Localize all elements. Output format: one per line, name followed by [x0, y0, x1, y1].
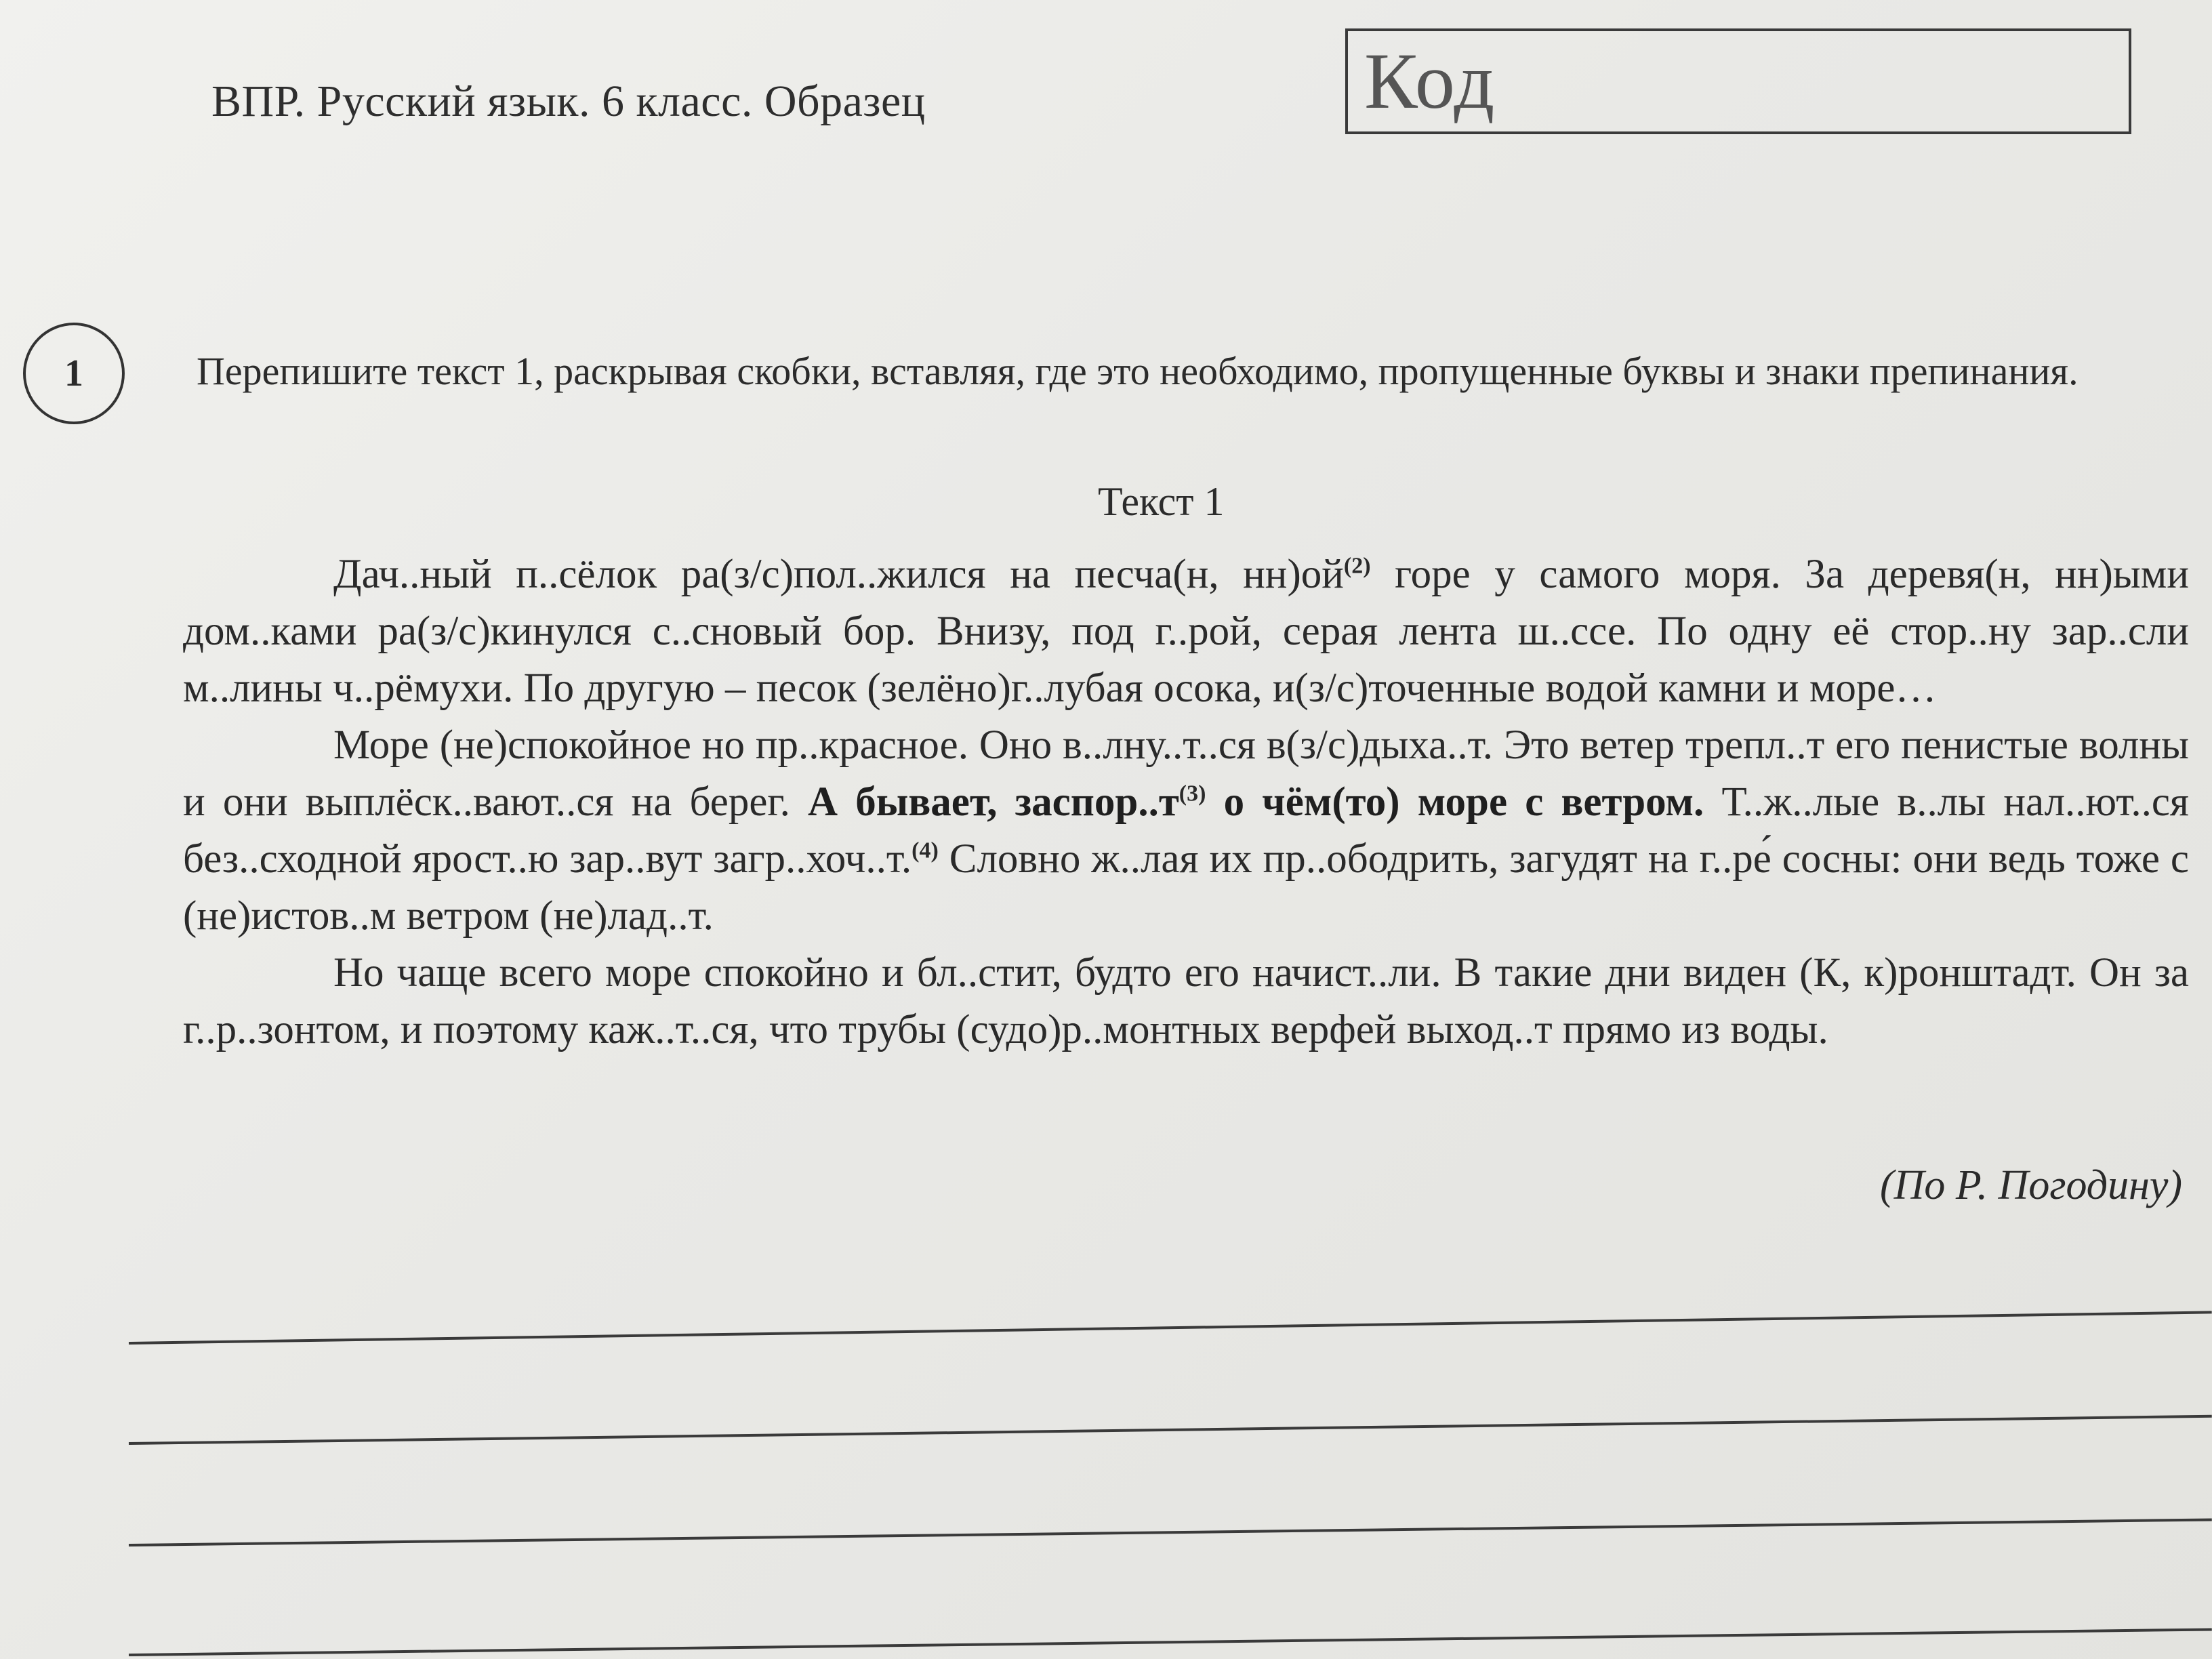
task-number-badge: 1: [23, 323, 125, 424]
exercise-text: [183, 546, 2189, 1059]
footnote-marker-4: (4): [912, 838, 939, 863]
footnote-marker-3: (3): [1179, 781, 1206, 806]
paragraph-1: [183, 546, 2189, 717]
answer-line[interactable]: [129, 1628, 2212, 1656]
bold-sentence-part-b: о чём(то) море с ветром.: [1206, 779, 1704, 825]
code-field-box: [1345, 28, 2131, 134]
answer-line[interactable]: [129, 1518, 2212, 1547]
paragraph-2-part-c: Словно ж..лая их пр..ободрить, загудят на г..ре́ сосны: они ведь тоже с (не)истов..м ветром (не)лад..т.: [183, 836, 2189, 939]
author-attribution: (По Р. Погодину): [1879, 1162, 2182, 1208]
paragraph-2-part-a: Море (не)спокойное но пр..красное. Оно в..лну..т..ся в(з/с)дыха..т. Это ветер трепл..т его пенистые волны и они выплёск..вают..ся на берег.: [183, 722, 2189, 825]
paragraph-1-part-b: горе у самого моря. За деревя(н, нн)ыми дом..ками ра(з/с)кинулся с..сновый бор. Внизу, под г..рой, серая лента ш..ссе. По одну её стор..ну зар..сли м..лины ч..рёмухи. По другую – песок (зелёно)г..лубая осока, и(з/с)точенные водой камни и море…: [183, 552, 2189, 711]
bold-sentence-part-a: А бывает, заспор..т: [808, 779, 1179, 825]
text-heading: Текст 1: [1098, 479, 1225, 524]
paragraph-2: [183, 717, 2189, 945]
paragraph-3: Но чаще всего море спокойно и бл..стит, будто его начист..ли. В такие дни виден (К, к)ронштадт. Он за г..р..зонтом, и поэтому каж..т..ся, что трубы (судо)р..монтных верфей выход..т прямо из воды.: [183, 950, 2189, 1052]
paragraph-2-part-b: Т..ж..лые в..лы нал..ют..ся без..сходной ярост..ю зар..вут загр..хоч..т.: [183, 779, 2189, 882]
page-title: ВПР. Русский язык. 6 класс. Образец: [211, 77, 926, 126]
answer-line[interactable]: [129, 1311, 2212, 1345]
answer-line[interactable]: [129, 1415, 2212, 1445]
code-label: Код: [1364, 37, 1496, 125]
paragraph-1-part-a: Дач..ный п..сёлок ра(з/с)пол..жился на песча(н, нн)ой: [333, 552, 1344, 597]
task-instruction: Перепишите текст 1, раскрывая скобки, вставляя, где это необходимо, пропущенные буквы и знаки препинания.: [197, 349, 2078, 393]
footnote-marker-2: (2): [1343, 553, 1371, 579]
